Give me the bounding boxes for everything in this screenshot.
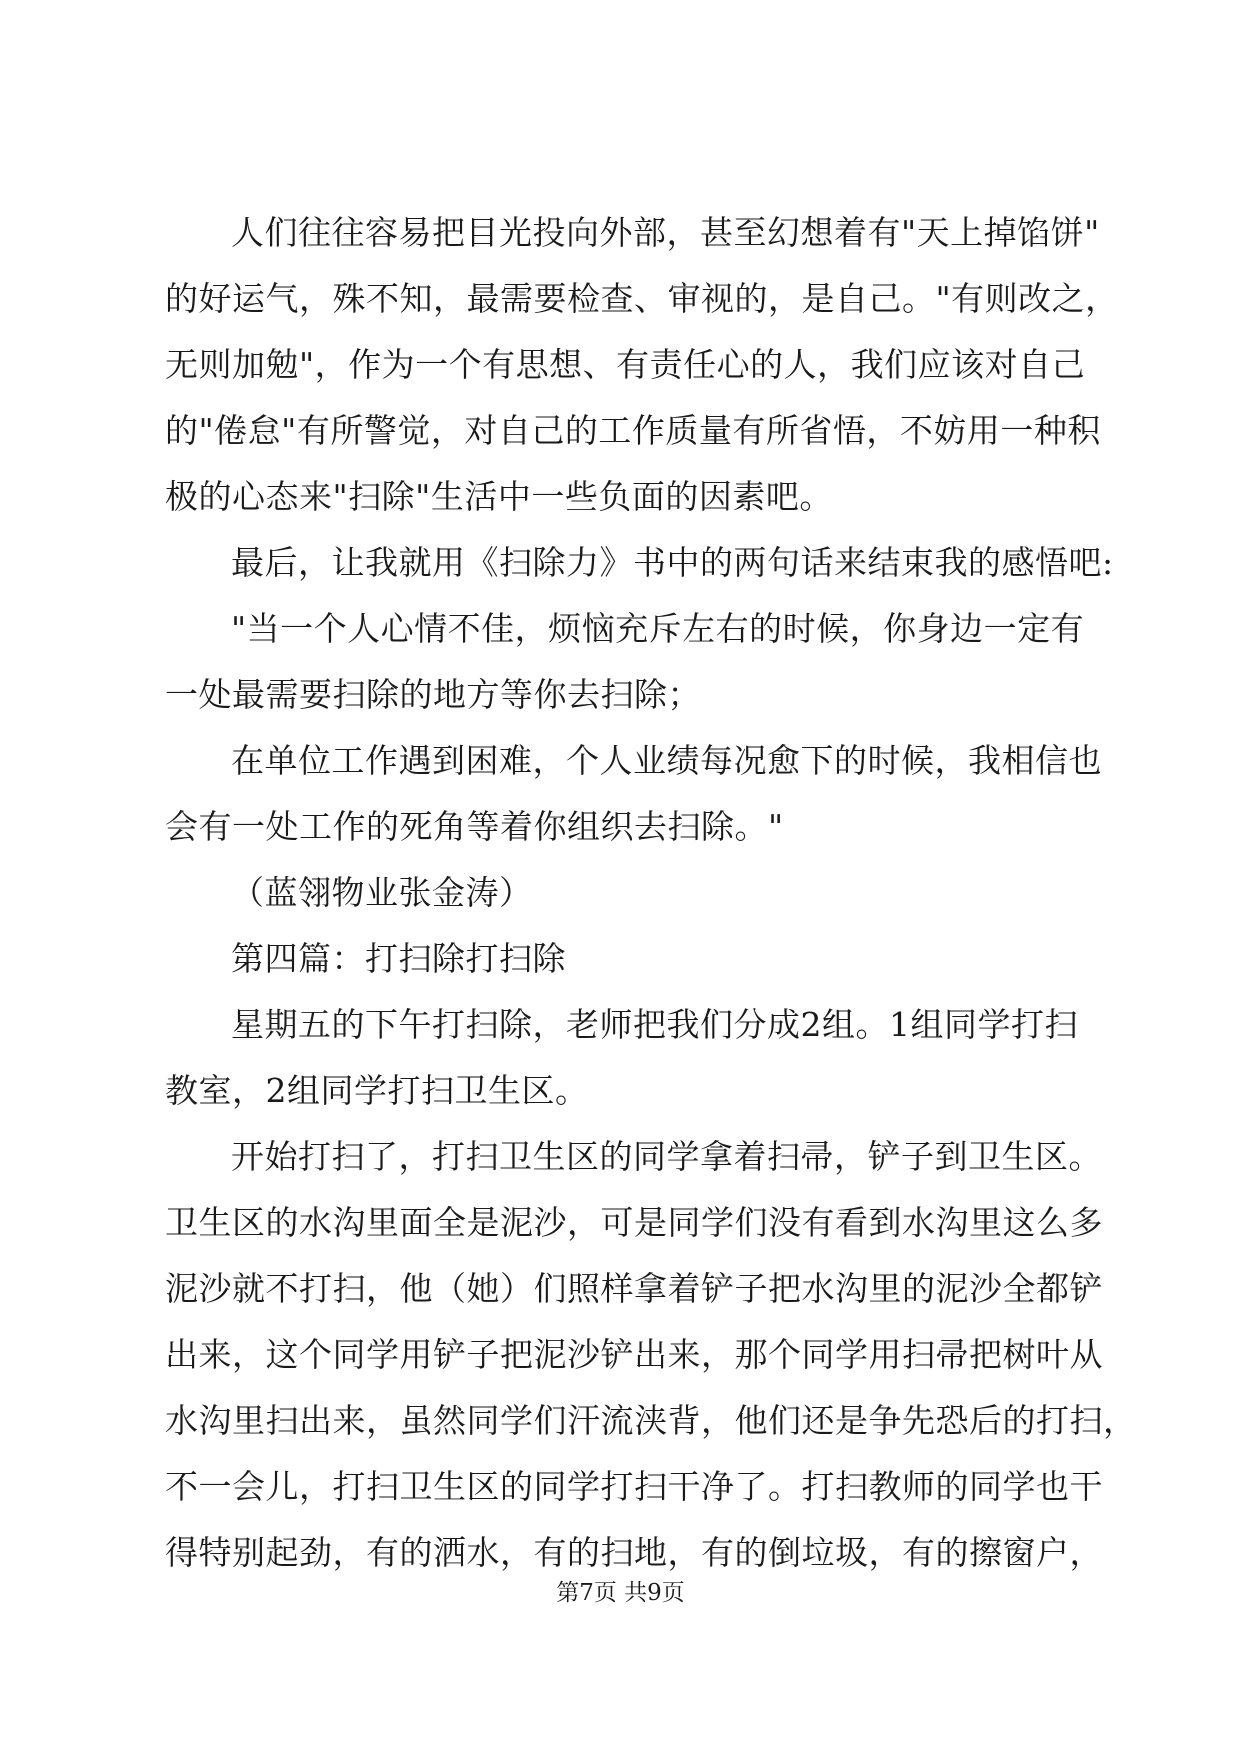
paragraph-line: 开始打扫了，打扫卫生区的同学拿着扫帚，铲子到卫生区。 bbox=[231, 1137, 1102, 1176]
paragraph-line: 的"倦怠"有所警觉，对自己的工作质量有所省悟，不妨用一种积 bbox=[165, 411, 1101, 450]
quote-line: 会有一处工作的死角等着你组织去扫除。" bbox=[165, 807, 784, 846]
paragraph-line: 卫生区的水沟里面全是泥沙，可是同学们没有看到水沟里这么多 bbox=[165, 1203, 1103, 1242]
paragraph-line: 出来，这个同学用铲子把泥沙铲出来，那个同学用扫帚把树叶从 bbox=[165, 1335, 1103, 1374]
paragraph-line: 泥沙就不打扫，他（她）们照样拿着铲子把水沟里的泥沙全都铲 bbox=[165, 1269, 1103, 1308]
paragraph-line: 最后，让我就用《扫除力》书中的两句话来结束我的感悟吧: bbox=[231, 543, 1114, 582]
paragraph-line: 星期五的下午打扫除，老师把我们分成2组。1组同学打扫 bbox=[231, 1005, 1078, 1044]
page-footer bbox=[0, 1578, 1241, 1608]
paragraph-line: 得特别起劲，有的洒水，有的扫地，有的倒垃圾，有的擦窗户， bbox=[165, 1533, 1103, 1572]
paragraph-line: 无则加勉"，作为一个有思想、有责任心的人，我们应该对自己 bbox=[165, 345, 1086, 384]
paragraph-line: 人们往往容易把目光投向外部，甚至幻想着有"天上掉馅饼" bbox=[231, 213, 1100, 252]
paragraph-line: 不一会儿，打扫卫生区的同学打扫干净了。打扫教师的同学也干 bbox=[165, 1467, 1103, 1506]
quote-line: 一处最需要扫除的地方等你去扫除； bbox=[165, 675, 701, 714]
paragraph-line: 水沟里扫出来，虽然同学们汗流浃背，他们还是争先恐后的打扫， bbox=[165, 1401, 1137, 1440]
quote-line: 在单位工作遇到困难，个人业绩每况愈下的时候，我相信也 bbox=[231, 741, 1102, 780]
paragraph-line: 教室，2组同学打扫卫生区。 bbox=[165, 1071, 589, 1110]
paragraph-line: 的好运气，殊不知，最需要检查、审视的，是自己。"有则改之， bbox=[165, 279, 1119, 318]
section-heading: 第四篇：打扫除打扫除 bbox=[231, 939, 566, 978]
paragraph-line: 极的心态来"扫除"生活中一些负面的因素吧。 bbox=[165, 477, 833, 516]
page-number: 第7页 共9页 bbox=[556, 1580, 685, 1606]
document-body bbox=[165, 200, 1137, 1586]
author-line: （蓝翎物业张金涛） bbox=[231, 873, 533, 912]
quote-line: "当一个人心情不佳，烦恼充斥左右的时候，你身边一定有 bbox=[231, 609, 1085, 648]
